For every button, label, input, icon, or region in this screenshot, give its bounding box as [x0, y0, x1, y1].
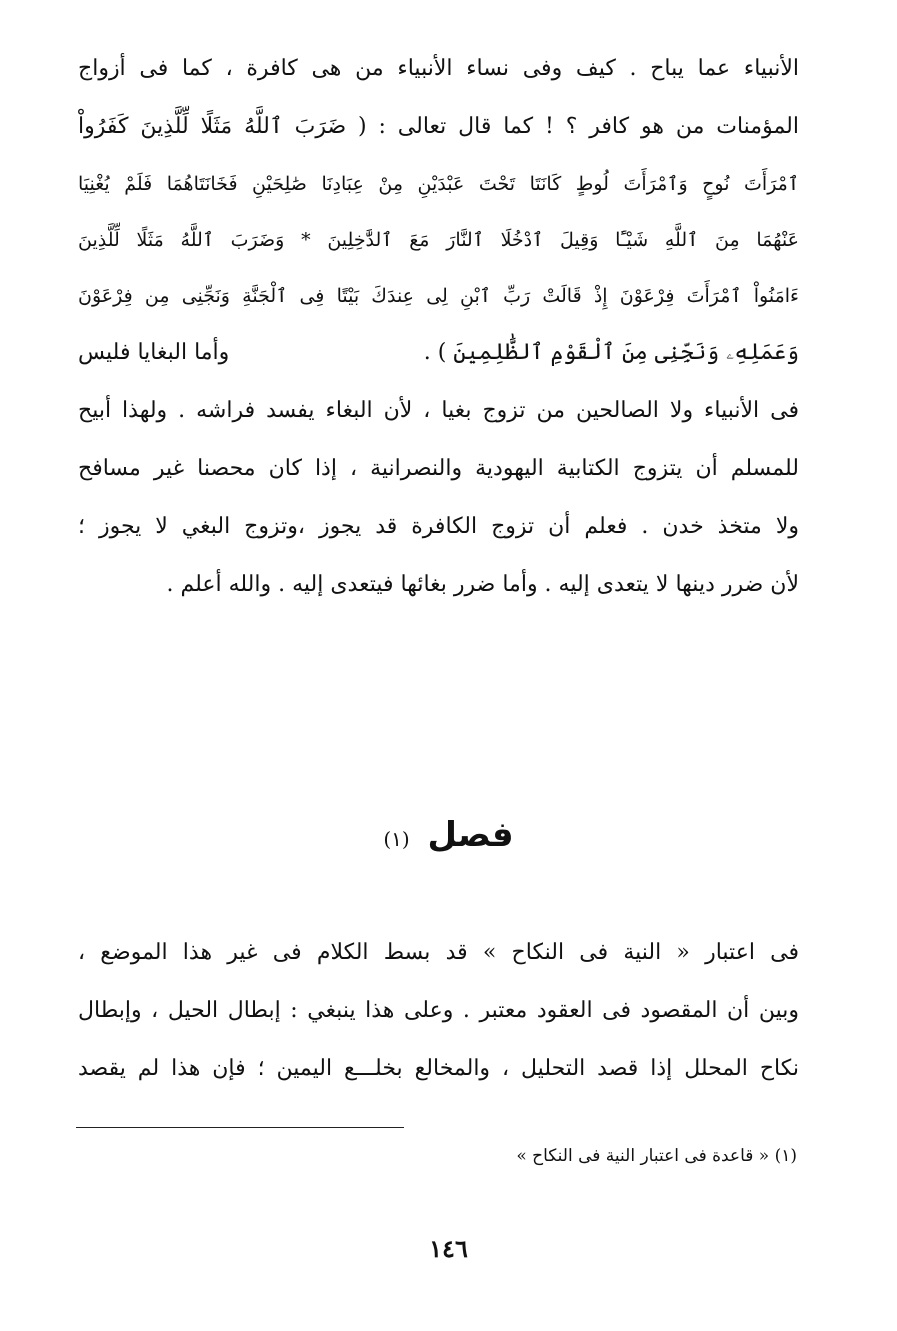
quran-verse-line: ٱمْرَأَتَ نُوحٍ وَٱمْرَأَتَ لُوطٍ كَانَتَا تَحْتَ عَبْدَيْنِ مِنْ عِبَادِنَا صَٰلِحَيْنِ فَخَانَتَاهُمَا فَلَمْ يُغْنِيَا [78, 173, 799, 195]
text-line: وبين أن المقصود فى العقود معتبر . وعلى هذا ينبغي : إبطال الحيل ، وإبطال [78, 998, 799, 1023]
section-title: فصل [427, 815, 514, 855]
text-line: ولا متخذ خدن . فعلم أن تزوج الكافرة قد يجوز ،وتزوج البغي لا يجوز ؛ [78, 514, 799, 539]
text-line: لأن ضرر دينها لا يتعدى إليه . وأما ضرر بغائها فيتعدى إليه . والله أعلم . [166, 572, 799, 597]
text-line: المؤمنات من هو كافر ؟ ! كما قال تعالى : ( ضَرَبَ ٱللَّهُ مَثَلًا لِّلَّذِينَ كَفَرُواْ [78, 114, 799, 139]
text-line: الأنبياء عما يباح . كيف وفى نساء الأنبياء من هى كافرة ، كما فى أزواج [78, 56, 799, 81]
quran-verse-line: عَنْهُمَا مِنَ ٱللَّهِ شَيْـًٔا وَقِيلَ ٱدْخُلَا ٱلنَّارَ مَعَ ٱلدَّٰخِلِينَ * وَضَرَبَ ٱللَّهُ مَثَلًا لِّلَّذِينَ [78, 229, 799, 251]
footnote: (١) « قاعدة فى اعتبار النية فى النكاح » [516, 1146, 797, 1166]
main-text-block [78, 40, 799, 614]
mixed-line [78, 324, 799, 382]
page-number: ١٤٦ [429, 1234, 468, 1263]
text-line: فى الأنبياء ولا الصالحين من تزوج بغيا ، لأن البغاء يفسد فراشه . ولهذا أبيح [78, 398, 799, 423]
text-line: نكاح المحلل إذا قصد التحليل ، والمخالع بخلـــع اليمين ؛ فإن هذا لم يقصد [78, 1056, 799, 1081]
quran-verse-line: ءَامَنُواْ ٱمْرَأَتَ فِرْعَوْنَ إِذْ قَالَتْ رَبِّ ٱبْنِ لِى عِندَكَ بَيْتًا فِى ٱلْجَنَّةِ وَنَجِّنِى مِن فِرْعَوْنَ [78, 285, 799, 307]
quran-verse-end: وَعَمَلِهِۦ وَنَجِّنِى مِنَ ٱلْقَوْمِ ٱلظَّٰلِمِينَ ) . [423, 340, 799, 365]
text-line: للمسلم أن يتزوج الكتابية اليهودية والنصرانية ، إذا كان محصنا غير مسافح [78, 456, 799, 481]
section-heading [0, 815, 897, 855]
footnote-reference: (١) [383, 827, 410, 851]
text-line: فى اعتبار « النية فى النكاح » قد بسط الكلام فى غير هذا الموضع ، [78, 940, 799, 965]
footnote-divider [76, 1127, 404, 1128]
section-text-block [78, 924, 799, 1098]
text-line-start: وأما البغايا فليس [78, 340, 230, 365]
